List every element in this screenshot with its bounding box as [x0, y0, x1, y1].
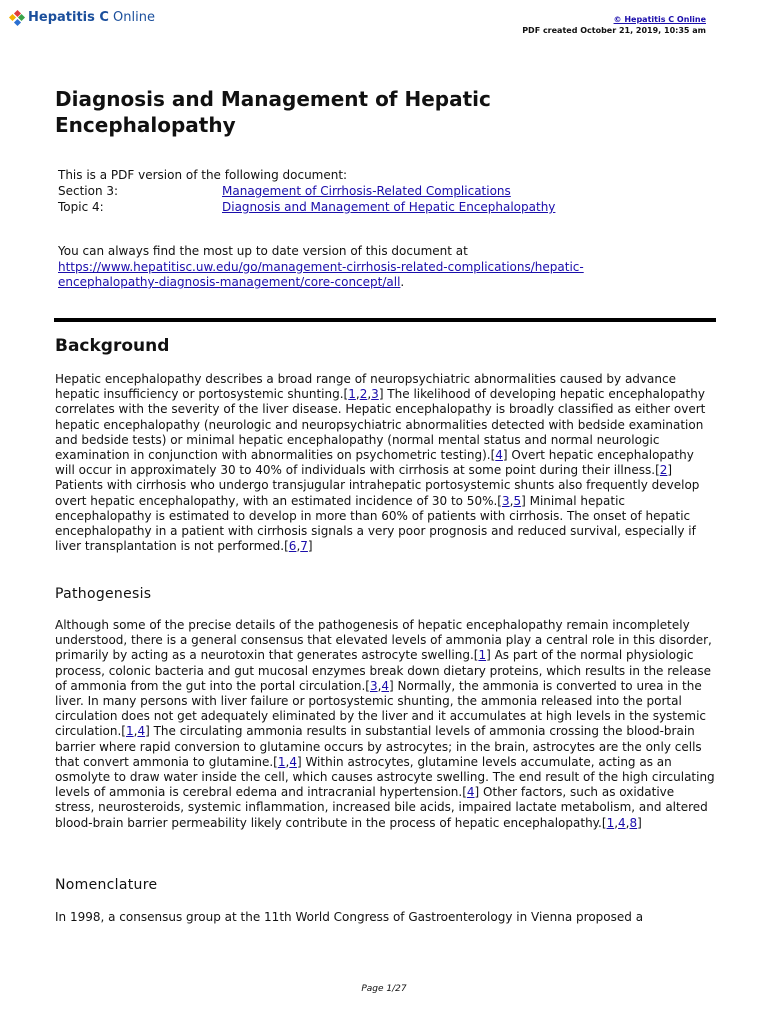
background-heading: Background: [55, 336, 170, 356]
citation-link[interactable]: 1: [478, 648, 487, 663]
citation-link[interactable]: 4: [137, 724, 146, 739]
citation-link[interactable]: 1: [125, 724, 134, 739]
latest-version-notice: You can always find the most up to date version of this document at https://www.hepatitisc.uw.edu/go/management-cirrhosis-related-complications/hepatic- encephalopathy-diagnosis-management/core-concept/all.: [58, 244, 678, 291]
copyright-link[interactable]: © Hepatitis C Online: [613, 15, 706, 24]
citation-link[interactable]: 4: [289, 754, 297, 769]
citation-link[interactable]: 2: [659, 463, 668, 478]
topic-label: Topic 4:: [58, 200, 104, 214]
nomenclature-heading: Nomenclature: [55, 877, 158, 893]
section-link[interactable]: Management of Cirrhosis-Related Complications: [222, 184, 511, 198]
pdf-header-meta: [522, 14, 706, 36]
citation-link[interactable]: 1: [348, 387, 356, 402]
latest-version-text: You can always find the most up to date version of this document at: [58, 244, 468, 258]
topic-link[interactable]: Diagnosis and Management of Hepatic Encephalopathy: [222, 200, 556, 214]
citation-link[interactable]: 1: [606, 815, 615, 830]
logo: [10, 10, 155, 25]
citation-link[interactable]: 2: [359, 387, 368, 402]
citation-link[interactable]: 4: [466, 785, 475, 800]
citation-link[interactable]: 8: [629, 815, 638, 830]
document-title: Diagnosis and Management of Hepatic Encephalopathy: [55, 87, 491, 137]
nomenclature-paragraph: In 1998, a consensus group at the 11th World Congress of Gastroenterology in Vienna proposed a: [55, 910, 644, 924]
citation-link[interactable]: 3: [371, 387, 379, 402]
background-paragraph: Hepatic encephalopathy describes a broad range of neuropsychiatric abnormalities caused by advance hepatic insufficiency or portosystemic shunting.[1,2,3] The likelihood of developing hepatic encephalopathy correlates with the severity of the liver disease. Hepatic encephalopathy is broadly classified as either overt hepatic encephalopathy (neurologic and neuropsychiatric abnormalities detected with bedside examination and bedside tests) or minimal hepatic encephalopathy (normal mental status and normal neurologic examination in conjunction with abnormalities on psychometric testing).[4] Overt hepatic encephalopathy will occur in approximately 30 to 40% of individuals with cirrhosis at some point during their illness.[2] Patients with cirrhosis who undergo transjugular intrahepatic portosystemic shunts also frequently develop overt hepatic encephalopathy, with an estimated incidence of 30 to 50%.[3,5] Minimal hepatic encephalopathy is estimated to develop in more than 60% of patients with cirrhosis. The onset of hepatic encephalopathy in a patient with cirrhosis signals a very poor prognosis and reduced survival, especially if liver transplantation is not performed.[6,7]: [55, 372, 706, 554]
document-url-line-2[interactable]: encephalopathy-diagnosis-management/core-concept/all: [58, 275, 401, 290]
citation-link[interactable]: 4: [618, 815, 626, 830]
citation-link[interactable]: 3: [369, 678, 378, 693]
section-label: Section 3:: [58, 184, 119, 198]
citation-link[interactable]: 7: [300, 539, 308, 554]
pathogenesis-paragraph: Although some of the precise details of the pathogenesis of hepatic encephalopathy remain incompletely understood, there is a general consensus that elevated levels of ammonia play a central role in this disorder, primarily by acting as a neurotoxin that generates astrocyte swelling.[1] As part of the normal physiologic process, colonic bacteria and gut mucosal enzymes break down dietary proteins, which results in the release of ammonia from the gut into the portal circulation.[3,4] Normally, the ammonia is converted to urea in the liver. In many persons with liver failure or portosystemic shunting, the ammonia released into the portal circulation does not get adequately eliminated by the liver and it accumulates at high levels in the systemic circulation.[1,4] The circulating ammonia results in substantial levels of ammonia crossing the blood-brain barrier where rapid conversion to glutamine occurs by astrocytes; in the brain, astrocytes are the only cells that convert ammonia to glutamine.[1,4] Within astrocytes, glutamine levels accumulate, acting as an osmolyte to draw water inside the cell, which causes astrocyte swelling. The end result of the high circulating levels of ammonia is cerebral edema and intracranial hypertension.[4] Other factors, such as oxidative stress, neurosteroids, systemic inflammation, increased bile acids, impaired lactate metabolism, and altered blood-brain barrier permeability likely contribute in the process of hepatic encephalopathy.[1,4,8]: [55, 618, 715, 830]
section-divider: [54, 318, 716, 322]
pdf-created-date: PDF created October 21, 2019, 10:35 am: [522, 26, 706, 35]
citation-link[interactable]: 1: [277, 754, 286, 769]
document-info: [58, 167, 555, 215]
intro-text: This is a PDF version of the following document:: [58, 168, 348, 182]
logo-text: Hepatitis C Online: [28, 10, 155, 25]
citation-link[interactable]: 4: [495, 448, 503, 463]
citation-link[interactable]: 6: [288, 539, 297, 554]
citation-link[interactable]: 5: [513, 493, 522, 508]
citation-link[interactable]: 3: [501, 493, 510, 508]
logo-mark-icon: [10, 11, 24, 25]
citation-link[interactable]: 4: [381, 678, 390, 693]
page-number: Page 1/27: [361, 984, 407, 994]
pathogenesis-heading: Pathogenesis: [55, 586, 152, 602]
document-url-line-1[interactable]: https://www.hepatitisc.uw.edu/go/management-cirrhosis-related-complications/hepatic-: [58, 259, 584, 274]
